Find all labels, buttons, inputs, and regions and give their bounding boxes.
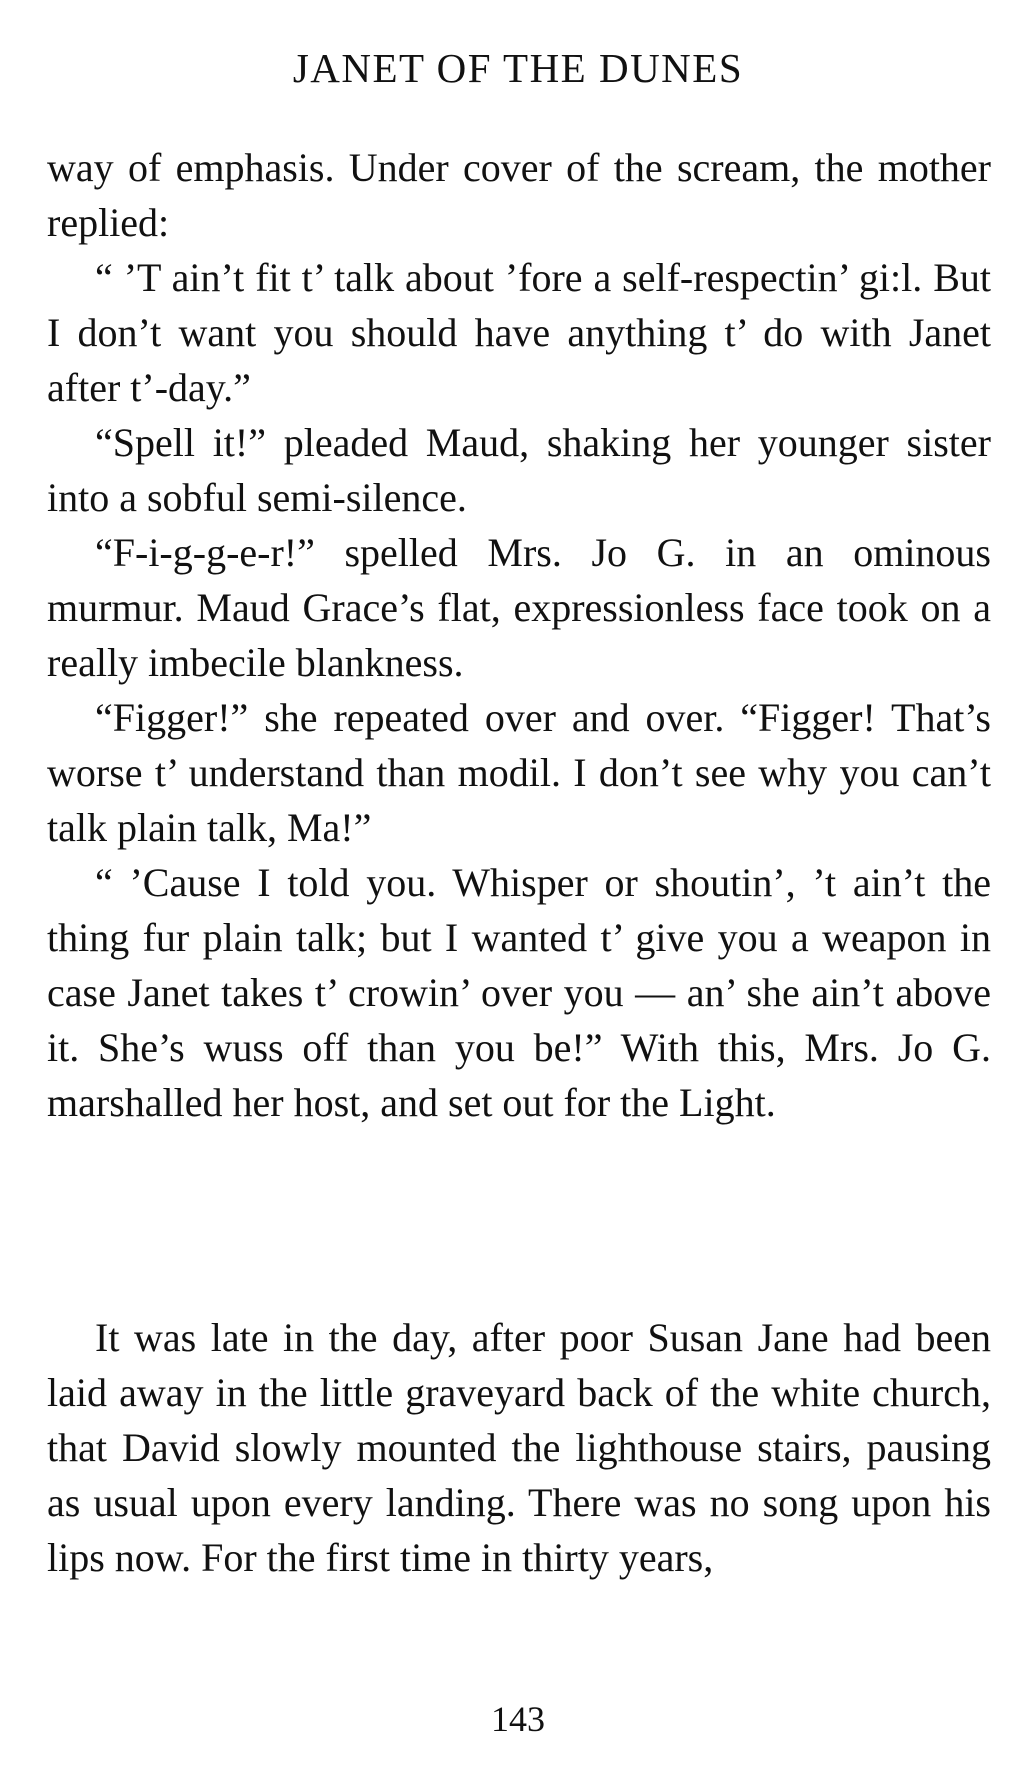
text-section-2 <box>47 1310 991 1585</box>
running-title: JANET OF THE DUNES <box>292 45 744 91</box>
page-number: 143 <box>491 1699 545 1739</box>
paragraph: “Spell it!” pleaded Maud, shaking her younger sister into a sobful semi-silence. <box>47 420 991 520</box>
paragraph: “Figger!” she repeated over and over. “Figger! That’s worse t’ understand than modil. I don’t see why you can’t talk plain talk, Ma!” <box>47 695 991 850</box>
paragraph: “ ’Cause I told you. Whisper or shoutin’, ’t ain’t the thing fur plain talk; but I wanted t’ give you a weapon in case Janet takes t’ crowin’ over you — an’ she ain’t above it. She’s wuss off than you be!” With this, Mrs. Jo G. marshalled her host, and set out for the Light. <box>47 860 991 1125</box>
paragraph: “ ’T ain’t fit t’ talk about ’fore a self-respectin’ gi:l. But I don’t want you should have anything t’ do with Janet after t’-day.” <box>47 255 991 410</box>
paragraph: It was late in the day, after poor Susan Jane had been laid away in the little graveyard back of the white church, that David slowly mounted the lighthouse stairs, pausing as usual upon every landing. There was no song upon his lips now. For the first time in thirty years, <box>47 1315 991 1580</box>
paragraph-continuation: way of emphasis. Under cover of the scream, the mother replied: <box>47 145 991 245</box>
text-section-1 <box>47 140 991 1130</box>
paragraph: “F-i-g-g-e-r!” spelled Mrs. Jo G. in an ominous murmur. Maud Grace’s flat, expressionless face took on a really imbecile blankness. <box>47 530 991 685</box>
